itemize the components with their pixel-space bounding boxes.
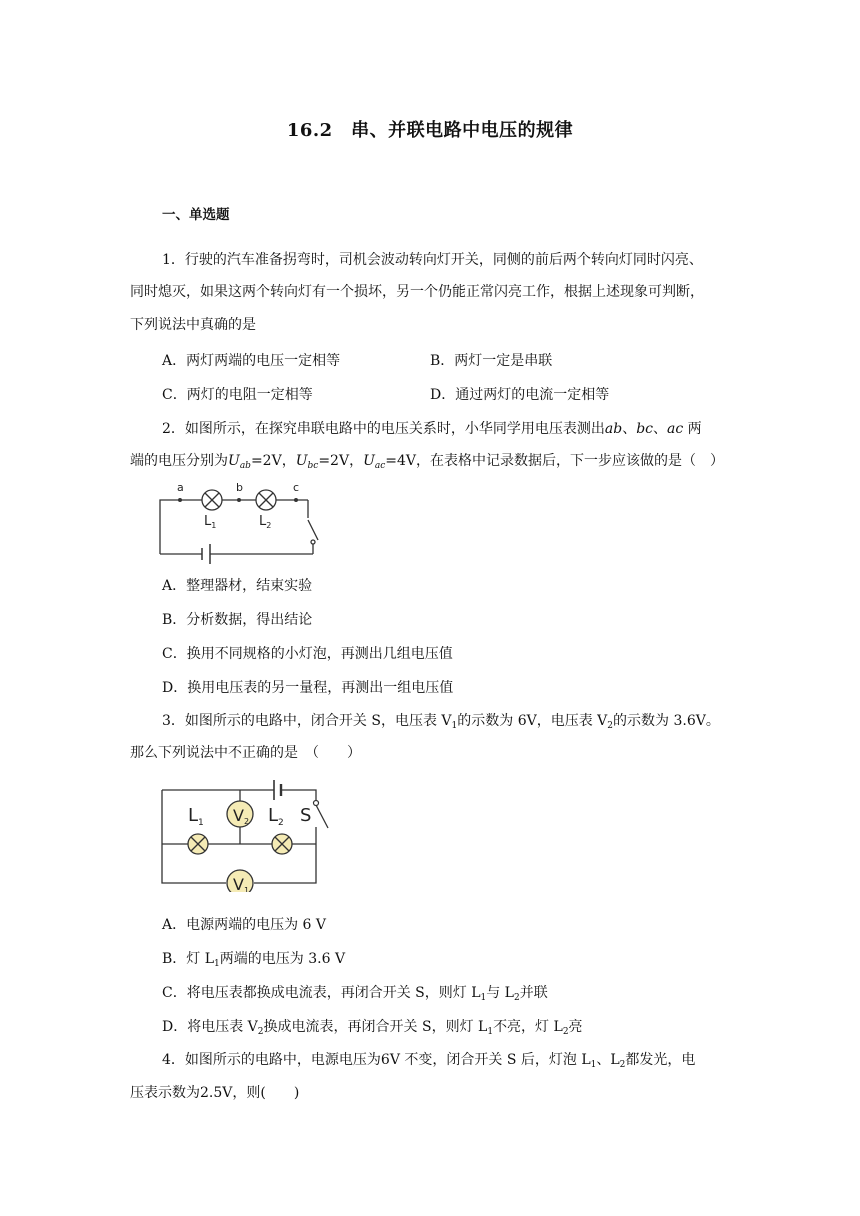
lamp-l1-label: $L_1$ (188, 805, 204, 828)
q3-text-line1: 3．如图所示的电路中，闭合开关 S，电压表 $V_1$的示数为 6V，电压表 $V_2$的示数为 3.6V。 (162, 713, 720, 731)
q2-text-line2: 端的电压分别为$U_{ab}=2V$，$U_{bc}=2V$，$U_{ac}=4V$，在表格中记录数据后，下一步应该做的是（ ） (130, 453, 725, 471)
q1-option-d: D．通过两灯的电流一定相等 (430, 387, 610, 403)
q1-text-line1: 1．行驶的汽车准备拐弯时，司机会波动转向灯开关，同侧的前后两个转向灯同时闪亮、 (162, 252, 703, 268)
page-title: 16.2 串、并联电路中电压的规律 (286, 120, 574, 141)
q3-option-a: A．电源两端的电压为 6 V (162, 917, 327, 933)
q2-option-d: D．换用电压表的另一量程，再测出一组电压值 (162, 680, 454, 696)
series-circuit-diagram (150, 478, 330, 568)
q3-option-b: B．灯 $L_1$两端的电压为 3.6 V (162, 951, 346, 969)
node-b-label: b (236, 481, 243, 494)
q1-option-c: C．两灯的电阻一定相等 (162, 387, 313, 403)
q4-text-line2: 压表示数为2.5V，则( ) (130, 1085, 300, 1101)
q2-option-a: A．整理器材，结束实验 (162, 578, 313, 594)
switch-s-label: S (300, 805, 312, 826)
q2-option-b: B．分析数据，得出结论 (162, 612, 313, 628)
q1-text-line3: 下列说法中真确的是 (130, 317, 256, 333)
q1-option-b: B．两灯一定是串联 (430, 353, 553, 369)
voltmeter-v1-label: V1 (233, 875, 250, 892)
parallel-voltmeter-circuit-diagram (150, 772, 340, 892)
q1-text-line2: 同时熄灭，如果这两个转向灯有一个损坏，另一个仍能正常闪亮工作，根据上述现象可判断， (130, 284, 704, 300)
lamp-l2-label: $L_2$ (259, 514, 272, 530)
node-a-label: a (177, 481, 184, 494)
q3-option-d: D．将电压表 $V_2$换成电流表，再闭合开关 S，则灯 $L_1$不亮，灯 $L_2$亮 (162, 1019, 583, 1037)
section-heading: 一、单选题 (162, 207, 230, 223)
node-c-label: c (293, 481, 300, 494)
lamp-l2-label: $L_2$ (268, 805, 284, 828)
q3-option-c: C．将电压表都换成电流表，再闭合开关 S，则灯 $L_1$与 $L_2$并联 (162, 985, 548, 1003)
q2-text-line1: 2．如图所示，在探究串联电路中的电压关系时，小华同学用电压表测出ab、bc、ac 两 (162, 421, 702, 437)
q3-text-line2: 那么下列说法中不正确的是 （ ） (130, 745, 361, 761)
voltmeter-v2-label: V2 (233, 806, 250, 826)
q4-text-line1: 4．如图所示的电路中，电源电压为6V 不变，闭合开关 S 后，灯泡 $L_1$、$L_2$都发光，电 (162, 1052, 696, 1070)
lamp-l1-label: $L_1$ (204, 514, 217, 530)
q2-option-c: C．换用不同规格的小灯泡，再测出几组电压值 (162, 646, 453, 662)
q1-option-a: A．两灯两端的电压一定相等 (162, 353, 341, 369)
